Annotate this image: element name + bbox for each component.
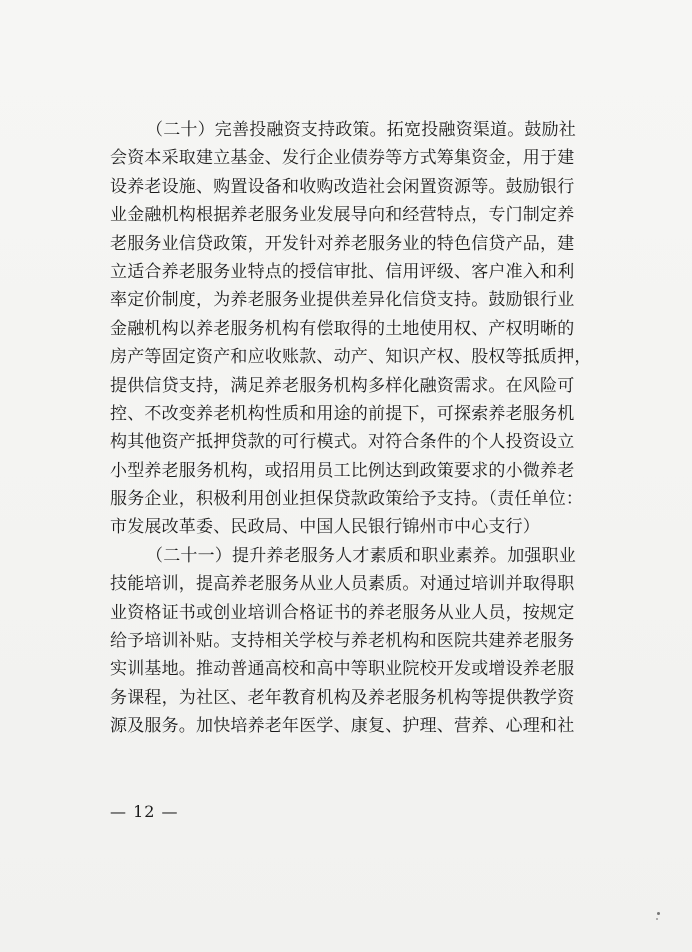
paragraph-20-line-14: 服务企业，积极利用创业担保贷款政策给予支持。（责任单位： <box>110 489 584 510</box>
paragraph-21-line-7: 源及服务。加快培养老年医学、康复、护理、营养、心理和社 <box>110 716 575 737</box>
paragraph-20-line-11: 控、不改变养老机构性质和用途的前提下，可探索养老服务机 <box>110 403 575 424</box>
paragraph-20-line-5: 老服务业信贷政策，开发针对养老服务业的特色信贷产品，建 <box>110 233 575 254</box>
paragraph-20-line-4: 业金融机构根据养老服务业发展导向和经营特点，专门制定养 <box>110 205 575 226</box>
paragraph-21-line-2: 技能培训，提高养老服务从业人员素质。对通过培训并取得职 <box>110 574 575 595</box>
paragraph-21-line-6: 务课程，为社区、老年教育机构及养老服务机构等提供教学资 <box>110 687 575 708</box>
paragraph-20-line-6: 立适合养老服务业特点的授信审批、信用评级、客户准入和利 <box>110 261 575 282</box>
paragraph-20-line-10: 提供信贷支持，满足养老服务机构多样化融资需求。在风险可 <box>110 375 575 396</box>
paragraph-20-line-9: 房产等固定资产和应收账款、动产、知识产权、股权等抵质押， <box>110 347 592 368</box>
document-body <box>110 116 592 741</box>
paragraph-21-line-5: 实训基地。推动普通高校和高中等职业院校开发或增设养老服 <box>110 659 575 680</box>
paragraph-20-line-15: 市发展改革委、民政局、中国人民银行锦州市中心支行） <box>110 517 540 538</box>
paragraph-20-line-13: 小型养老服务机构，或招用员工比例达到政策要求的小微养老 <box>110 460 575 481</box>
paragraph-20-line-1: （二十）完善投融资支持政策。拓宽投融资渠道。鼓励社 <box>146 120 576 140</box>
paragraph-21-line-4: 给予培训补贴。支持相关学校与养老机构和医院共建养老服务 <box>110 631 575 652</box>
paragraph-20-line-7: 率定价制度，为养老服务业提供差异化信贷支持。鼓励银行业 <box>110 290 575 311</box>
paragraph-20-line-8: 金融机构以养老服务机构有偿取得的土地使用权、产权明晰的 <box>110 318 575 339</box>
paragraph-21-line-3: 业资格证书或创业培训合格证书的养老服务从业人员，按规定 <box>110 602 575 623</box>
paragraph-20-line-12: 构其他资产抵押贷款的可行模式。对符合条件的个人投资设立 <box>110 432 575 453</box>
paragraph-20-line-2: 会资本采取建立基金、发行企业债券等方式筹集资金，用于建 <box>110 148 575 169</box>
scan-speck <box>656 918 658 920</box>
scan-speck <box>657 912 660 915</box>
paragraph-20-line-3: 设养老设施、购置设备和收购改造社会闲置资源等。鼓励银行 <box>110 176 575 197</box>
page-number: — 12 — <box>110 802 179 821</box>
paragraph-21-line-1: （二十一）提升养老服务人才素质和职业素养。加强职业 <box>146 545 576 566</box>
